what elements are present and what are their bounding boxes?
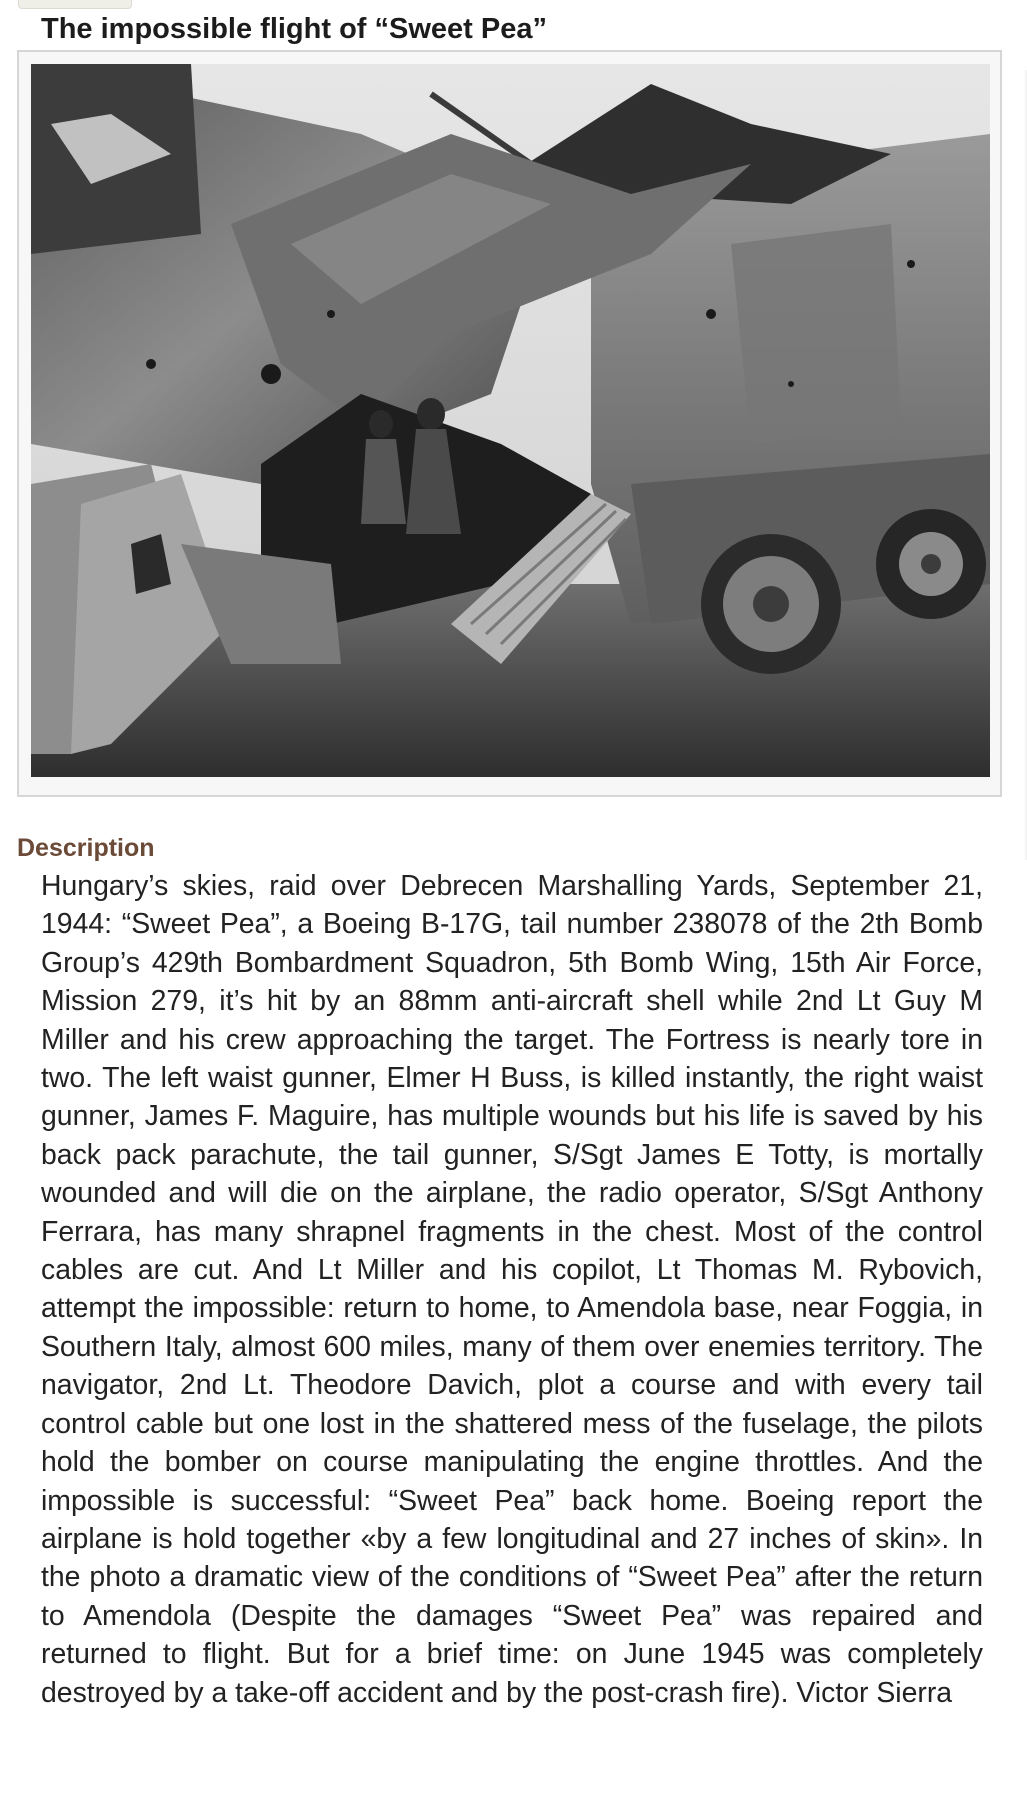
top-tab-fragment (18, 0, 132, 9)
damaged-bomber-photo[interactable] (31, 64, 990, 777)
page-title: The impossible flight of “Sweet Pea” (41, 13, 547, 45)
photo-frame (17, 50, 1002, 797)
description-heading: Description (17, 834, 155, 862)
photo-illustration (31, 64, 990, 777)
description-body: Hungary’s skies, raid over Debrecen Marshalling Yards, September 21, 1944: “Sweet Pea”, a Boeing B-17G, tail number 238078 of the 2th Bomb Group’s 429th Bombardment Squadron, 5th Bomb Wing, 15th Air Force, Mission 279, it’s hit by an 88mm anti-aircraft shell while 2nd Lt Guy M Miller and his crew approaching the target. The Fortress is nearly tore in two. The left waist gunner, Elmer H Buss, is killed instantly, the right waist gunner, James F. Maguire, has multiple wounds but his life is saved by his back pack parachute, the tail gunner, S/Sgt James E Totty, is mortally wounded and will die on the airplane, the radio operator, S/Sgt Anthony Ferrara, has many shrapnel fragments in the chest. Most of the control cables are cut. And Lt Miller and his copilot, Lt Thomas M. Rybovich, attempt the impossible: return to home, to Amendola base, near Foggia, in Southern Italy, almost 600 miles, many of them over enemies territory. The navigator, 2nd Lt. Theodore Davich, plot a course and with every tail control cable but one lost in the shattered mess of the fuselage, the pilots hold the bomber on course manipulating the engine throttles. And the impossible is successful: “Sweet Pea” back home. Boeing report the airplane is hold together «by a few longitudinal and 27 inches of skin». In the photo a dramatic view of the conditions of “Sweet Pea” after the return to Amendola (Despite the damages “Sweet Pea” was repaired and returned to flight. But for a brief time: on June 1945 was completely destroyed by a take-off accident and by the post-crash fire). Victor Sierra (41, 870, 983, 1709)
